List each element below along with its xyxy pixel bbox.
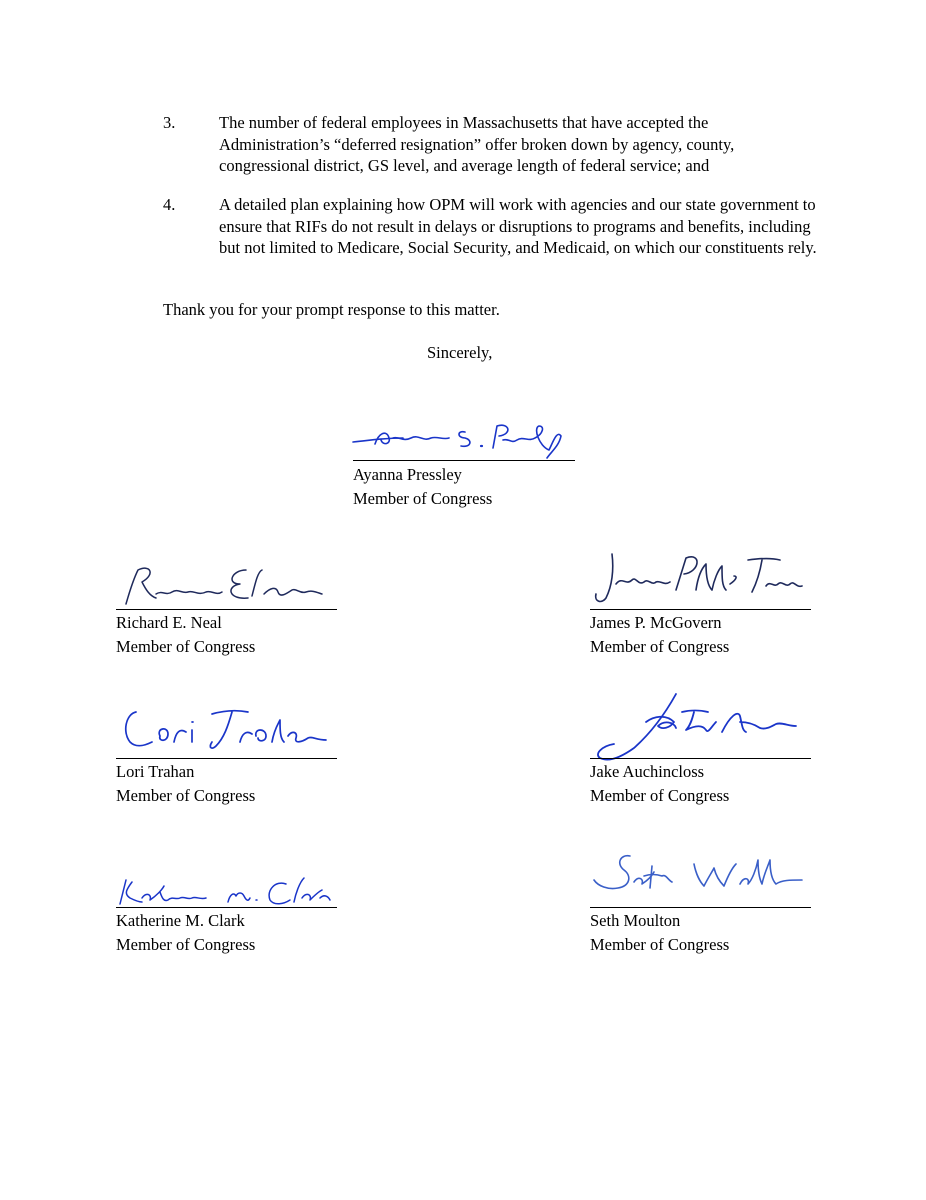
signatory-title: Member of Congress: [590, 786, 730, 805]
signature-trahan-image: [116, 698, 336, 758]
signatory-title: Member of Congress: [116, 786, 256, 805]
signature-pressley-image: [353, 416, 573, 460]
signatory-title: Member of Congress: [116, 935, 256, 954]
signatory-title: Member of Congress: [116, 637, 256, 656]
signature-line: [590, 758, 811, 759]
signature-auchincloss-image: [590, 692, 812, 772]
signatory-title: Member of Congress: [353, 489, 493, 508]
closing-line: Sincerely,: [427, 343, 493, 362]
item-number: 4.: [163, 195, 176, 214]
signatory-title: Member of Congress: [590, 637, 730, 656]
signature-neal-image: [116, 560, 336, 610]
signatory-name: Lori Trahan: [116, 762, 195, 781]
thank-you-line: Thank you for your prompt response to this matter.: [163, 300, 500, 319]
signature-mcgovern-image: [590, 546, 812, 610]
signature-line: [590, 609, 811, 610]
signatory-name: Katherine M. Clark: [116, 911, 245, 930]
signature-line: [116, 758, 337, 759]
signature-moulton-image: [590, 846, 812, 906]
signature-line: [590, 907, 811, 908]
signature-line: [353, 460, 575, 461]
signatory-title: Member of Congress: [590, 935, 730, 954]
item-number: 3.: [163, 113, 176, 132]
signature-clark-image: [116, 872, 336, 908]
signature-line: [116, 609, 337, 610]
signatory-name: Jake Auchincloss: [590, 762, 705, 781]
signatory-name: Richard E. Neal: [116, 613, 222, 632]
signatory-name: Ayanna Pressley: [353, 465, 462, 484]
item-text: The number of federal employees in Massachusetts that have accepted the Administration’s “deferred resignation” offer broken down by agency, county, congressional district, GS level, and average length of federal service; and: [219, 113, 735, 175]
signature-line: [116, 907, 337, 908]
item-text: A detailed plan explaining how OPM will work with agencies and our state government to ensure that RIFs do not result in delays or disruptions to programs and benefits, including but not limited to Medicare, Social Security, and Medicaid, on which our constituents rely.: [219, 195, 817, 257]
signatory-name: James P. McGovern: [590, 613, 722, 632]
signatory-name: Seth Moulton: [590, 911, 681, 930]
